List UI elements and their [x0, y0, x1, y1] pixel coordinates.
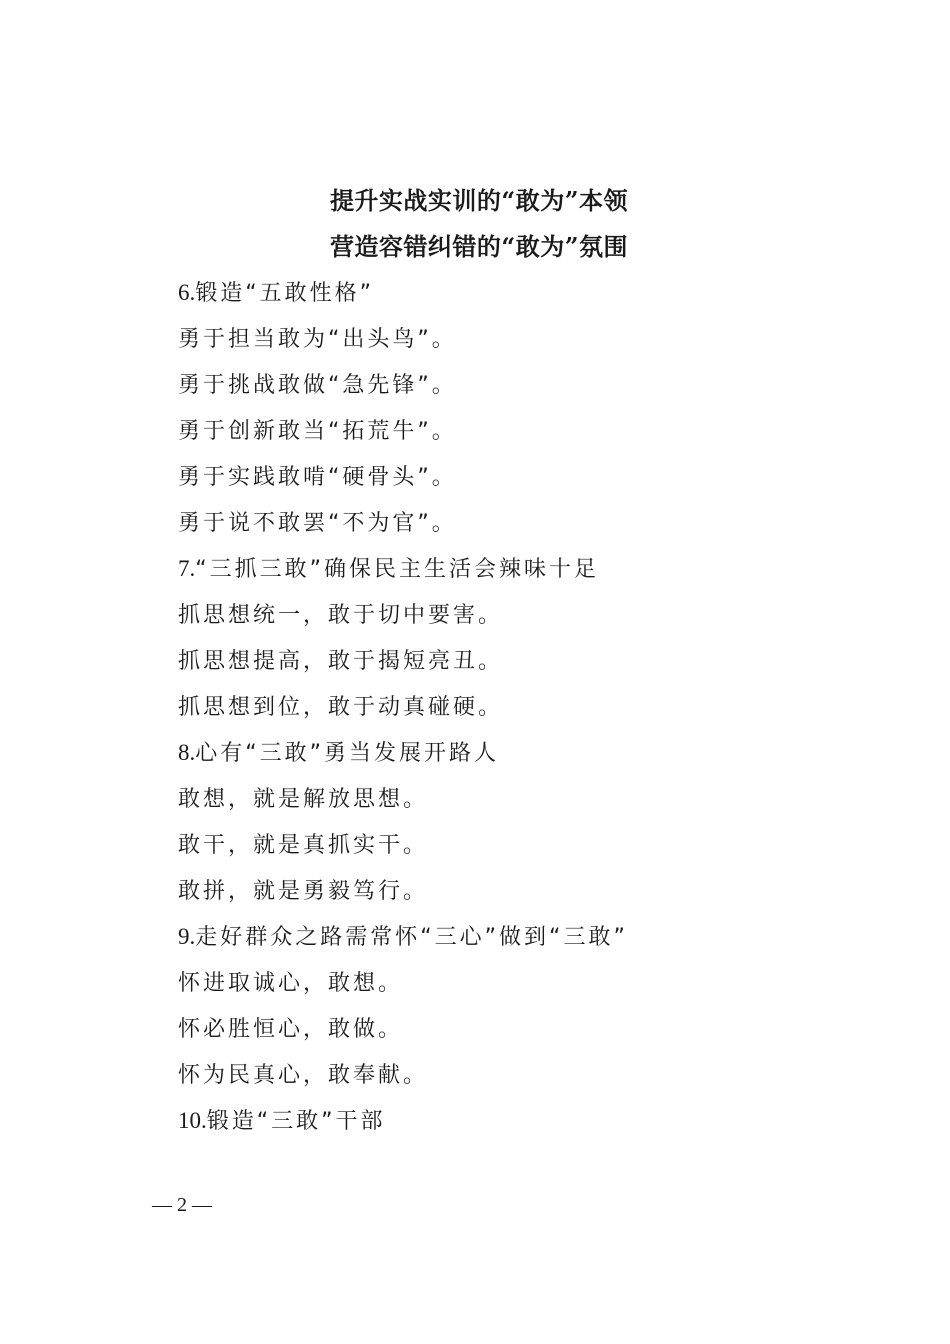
- section-title-text: “三抓三敢”确保民主生活会辣味十足: [195, 557, 600, 582]
- list-item-text: 抓思想到位，敢于动真碰硬。: [178, 695, 504, 720]
- section-number: 6.: [178, 280, 196, 305]
- list-item: [178, 600, 878, 646]
- list-item-text: 抓思想提高，敢于揭短亮丑。: [178, 649, 504, 674]
- section-title-text: 锻造“三敢”干部: [206, 1109, 386, 1134]
- heading-line-2: 营造容错纠错的“敢为”氛围: [329, 232, 629, 261]
- list-item: [178, 692, 878, 738]
- section-number: 10.: [178, 1108, 207, 1133]
- list-item: [178, 462, 878, 508]
- list-item-text: 怀为民真心，敢奉献。: [178, 1063, 429, 1088]
- list-item: [178, 830, 878, 876]
- section-number: 8.: [178, 740, 196, 765]
- list-item: [178, 324, 878, 370]
- body-text: [178, 278, 878, 1152]
- page-number: — 2 —: [152, 1194, 212, 1216]
- section-title: [178, 1106, 878, 1152]
- list-item: [178, 370, 878, 416]
- section-title-text: 走好群众之路需常怀“三心”做到“三敢”: [195, 925, 628, 950]
- list-item-text: 敢想，就是解放思想。: [178, 787, 429, 812]
- list-item-text: 勇于实践敢啃“硬骨头”。: [178, 465, 457, 490]
- section-title: [178, 738, 878, 784]
- list-item-text: 勇于创新敢当“拓荒牛”。: [178, 419, 457, 444]
- list-item-text: 敢拼，就是勇毅笃行。: [178, 879, 429, 904]
- list-item-text: 勇于挑战敢做“急先锋”。: [178, 373, 457, 398]
- section-title: [178, 278, 878, 324]
- section-title-text: 心有“三敢”勇当发展开路人: [195, 741, 500, 766]
- list-item: [178, 416, 878, 462]
- list-item: [178, 968, 878, 1014]
- heading-line-1: 提升实战实训的“敢为”本领: [329, 186, 629, 215]
- list-item-text: 怀进取诚心，敢想。: [178, 971, 404, 996]
- list-item: [178, 876, 878, 922]
- list-item-text: 怀必胜恒心，敢做。: [178, 1017, 404, 1042]
- list-item: [178, 1014, 878, 1060]
- list-item: [178, 1060, 878, 1106]
- section-title: [178, 922, 878, 968]
- list-item-text: 敢干，就是真抓实干。: [178, 833, 429, 858]
- list-item: [178, 508, 878, 554]
- list-item-text: 抓思想统一，敢于切中要害。: [178, 603, 504, 628]
- section-title: [178, 554, 878, 600]
- section-number: 9.: [178, 924, 196, 949]
- list-item: [178, 646, 878, 692]
- list-item-text: 勇于担当敢为“出头鸟”。: [178, 327, 457, 352]
- list-item: [178, 784, 878, 830]
- section-title-text: 锻造“五敢性格”: [195, 281, 375, 306]
- list-item-text: 勇于说不敢罢“不为官”。: [178, 511, 457, 536]
- section-number: 7.: [178, 556, 196, 581]
